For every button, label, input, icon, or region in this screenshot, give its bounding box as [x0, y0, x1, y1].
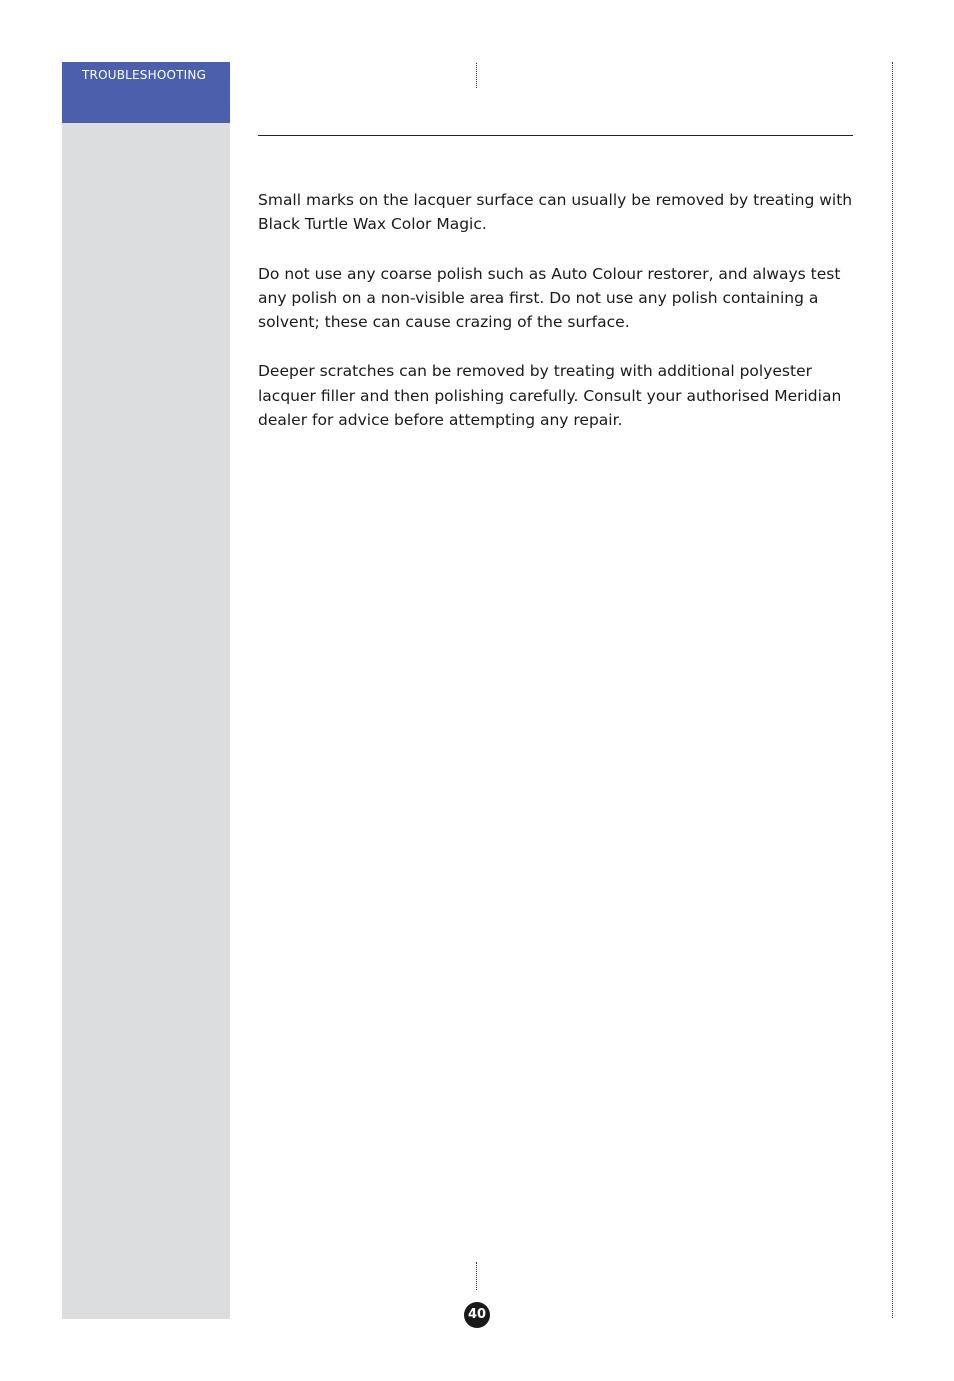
section-tab	[62, 62, 230, 123]
paragraph-small-marks: Small marks on the lacquer surface can usually be removed by treating with Black Turtle Wax Color Magic.	[258, 191, 853, 234]
header-rule	[258, 135, 853, 136]
right-dotted-margin	[892, 62, 893, 1318]
bottom-dotted-marker	[476, 1262, 477, 1290]
paragraph-polish-warning: Do not use any coarse polish such as Auto Colour restorer, and always test any polish on a non-visible area first. Do not use any polish containing a solvent; these can cause crazing of the surface.	[258, 264, 841, 332]
page-number-badge: 40	[464, 1302, 490, 1328]
top-dotted-marker	[476, 63, 477, 88]
section-label: TROUBLESHOOTING	[82, 68, 207, 82]
body-text	[258, 188, 858, 457]
sidebar-panel	[62, 62, 230, 1319]
paragraph-deeper-scratches: Deeper scratches can be removed by treating with additional polyester lacquer filler and then polishing carefully. Consult your authorised Meridian dealer for advice before attempting any repair.	[258, 362, 842, 430]
